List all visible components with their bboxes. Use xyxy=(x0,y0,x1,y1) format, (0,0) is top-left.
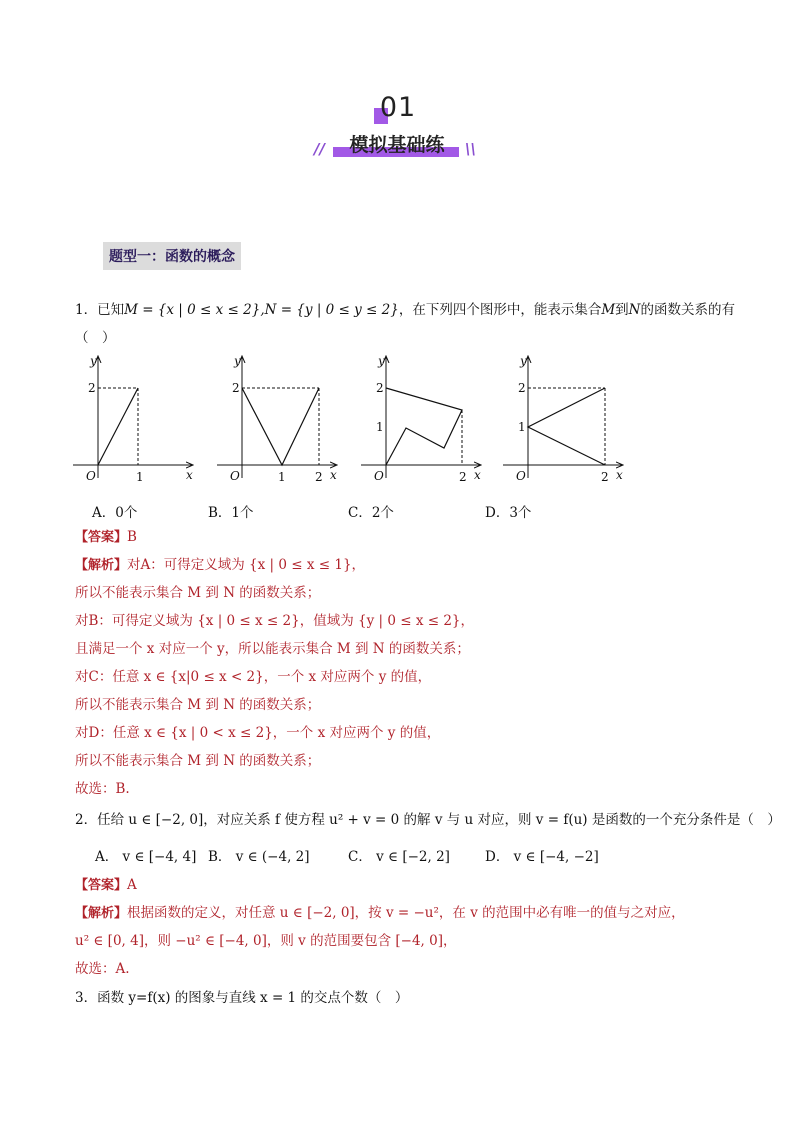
q1-stem-part: 的函数关系的有 xyxy=(640,302,735,318)
graph-c-ylabel: y xyxy=(378,354,385,368)
q3-stem: 3．函数 y=f(x) 的图象与直线 x = 1 的交点个数（ ） xyxy=(75,990,409,1006)
graph-b-origin: O xyxy=(230,469,240,483)
graph-b-line xyxy=(242,388,319,465)
graph-c-y2: 2 xyxy=(376,381,384,395)
graph-b-x2: 2 xyxy=(315,470,323,484)
graph-c-origin: O xyxy=(374,469,384,483)
q1-analysis-line-4: 且满足一个 x 对应一个 y，所以能表示集合 M 到 N 的函数关系； xyxy=(75,641,470,657)
q2-analysis-line-2: u² ∈ [0, 4]，则 −u² ∈ [−4, 0]，则 v 的范围要包含 [−4, 0]， xyxy=(75,933,457,949)
answer-tag: 【答案】 xyxy=(75,530,128,545)
graph-a-line xyxy=(98,388,138,465)
graph-a xyxy=(73,354,193,484)
q1-analysis-line-9: 故选：B. xyxy=(75,781,130,797)
q1-answer xyxy=(75,527,137,548)
q1-paren: （ ） xyxy=(75,330,116,346)
graph-b-xlabel: x xyxy=(330,468,337,482)
q1-analysis-line-2: 所以不能表示集合 M 到 N 的函数关系； xyxy=(75,585,321,601)
answer-tag: 【答案】 xyxy=(75,878,128,893)
graph-b-ylabel: y xyxy=(234,354,241,368)
q1-option-c: C．2个 xyxy=(348,505,394,521)
graph-d-x2: 2 xyxy=(601,470,609,484)
graph-d-y1: 1 xyxy=(518,420,526,434)
q1-option-b: B．1个 xyxy=(208,505,254,521)
q2-analysis-line-1 xyxy=(75,903,685,924)
graph-a-origin: O xyxy=(86,469,96,483)
q2-answer-value: A xyxy=(127,877,137,893)
graph-c-x2: 2 xyxy=(459,470,467,484)
q1-answer-value: B xyxy=(127,529,137,545)
q2-option-a: A． v ∈ [−4, 4] xyxy=(95,849,197,865)
q2-analysis-text: 根据函数的定义，对任意 u ∈ [−2, 0]，按 v = −u²，在 v 的范围中必有唯一的值与之对应， xyxy=(127,905,685,921)
q1-analysis-line-5: 对C：任意 x ∈ {x|0 ≤ x < 2}，一个 x 对应两个 y 的值， xyxy=(75,669,432,685)
q2-analysis-line-3: 故选：A. xyxy=(75,961,130,977)
analysis-tag: 【解析】 xyxy=(75,558,128,573)
q1-analysis-line-8: 所以不能表示集合 M 到 N 的函数关系； xyxy=(75,753,321,769)
graph-d-ylabel: y xyxy=(520,354,527,368)
title-slash-right: \\ xyxy=(465,140,476,158)
q2-answer xyxy=(75,875,137,896)
q1-analysis-text: 对A：可得定义域为 {x | 0 ≤ x ≤ 1}， xyxy=(127,557,366,573)
graph-b-y2: 2 xyxy=(232,381,240,395)
graph-a-xlabel: x xyxy=(186,468,193,482)
q1-stem-part: 1．已知 xyxy=(75,302,125,318)
section-heading: 题型一：函数的概念 xyxy=(103,242,241,270)
q1-option-d: D．3个 xyxy=(485,505,532,521)
graph-d-xlabel: x xyxy=(616,468,623,482)
graph-a-y2: 2 xyxy=(88,381,96,395)
chapter-number: 01 xyxy=(379,92,417,123)
q1-stem-part: 到 xyxy=(615,302,629,318)
graph-d-line xyxy=(528,388,605,465)
graph-c-xlabel: x xyxy=(474,468,481,482)
graph-d xyxy=(503,354,623,484)
q1-stem-part: ，在下列四个图形中，能表示集合 xyxy=(398,302,602,318)
q1-analysis-line-1 xyxy=(75,555,365,576)
q1-set-definition: M = {x | 0 ≤ x ≤ 2},N = {y | 0 ≤ y ≤ 2} xyxy=(124,302,399,318)
page-title: 模拟基础练 xyxy=(349,134,445,156)
graph-d-origin: O xyxy=(516,469,526,483)
graph-c-line xyxy=(386,388,462,465)
q2-stem: 2．任给 u ∈ [−2, 0]，对应关系 f 使方程 u² + v = 0 的解 v 与 u 对应，则 v = f(u) 是函数的一个充分条件是（ ） xyxy=(75,812,781,828)
graph-c-y1: 1 xyxy=(376,420,384,434)
q1-analysis-line-3: 对B：可得定义域为 {x | 0 ≤ x ≤ 2}，值域为 {y | 0 ≤ x ≤ 2}， xyxy=(75,613,475,629)
q1-graphs xyxy=(68,348,638,488)
graph-a-ylabel: y xyxy=(90,354,97,368)
q1-analysis-line-6: 所以不能表示集合 M 到 N 的函数关系； xyxy=(75,697,321,713)
graph-d-y2: 2 xyxy=(518,381,526,395)
q1-option-a: A．0个 xyxy=(92,505,138,521)
graph-a-x1: 1 xyxy=(136,470,144,484)
q1-stem: 1．已知M = {x | 0 ≤ x ≤ 2},N = {y | 0 ≤ y ≤ 2}，在下列四个图形中，能表示集合M到N的函数关系的有 xyxy=(75,302,735,318)
analysis-tag: 【解析】 xyxy=(75,906,128,921)
graph-b-x1: 1 xyxy=(278,470,286,484)
graph-b xyxy=(217,354,337,484)
q2-option-b: B． v ∈ (−4, 2] xyxy=(208,849,310,865)
title-slash-left: // xyxy=(314,140,325,158)
q1-analysis-line-7: 对D：任意 x ∈ {x | 0 < x ≤ 2}，一个 x 对应两个 y 的值， xyxy=(75,725,441,741)
q2-option-d: D． v ∈ [−4, −2] xyxy=(485,849,599,865)
graph-c xyxy=(361,354,481,484)
q2-option-c: C． v ∈ [−2, 2] xyxy=(348,849,450,865)
